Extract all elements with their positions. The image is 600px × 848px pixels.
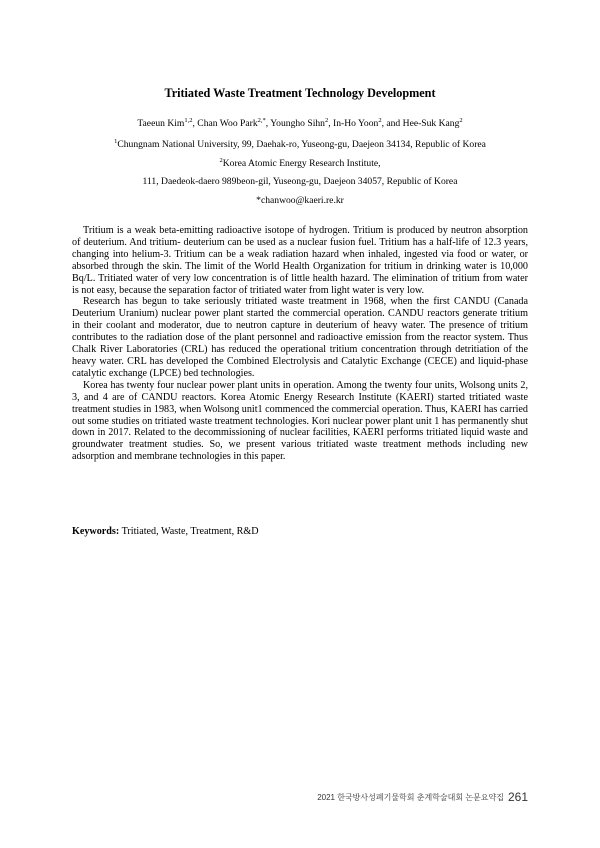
page-number: 261 xyxy=(507,790,528,804)
keywords-text: Tritiated, Waste, Treatment, R&D xyxy=(119,526,259,537)
affiliation-2-address: 111, Daedeok-daero 989beon-gil, Yuseong-gu, Daejeon 34057, Republic of Korea xyxy=(142,176,458,187)
affiliation-1: $^1$Chungnam National University, 99, Daehak-ro, Yuseong-gu, Daejeon 34134, Republic of Korea xyxy=(114,138,486,150)
abstract-paragraph: Korea has twenty four nuclear power plant units in operation. Among the twenty four units, Wolsong units 2, 3, and 4 are of CANDU reactors. Korea Atomic Energy Research Institute (KAERI) started tritiated waste treatment studies in 1983, when Wolsong unit1 commenced the commercial operation. Thus, KAERI has carried out some studies on tritiated waste treatment technologies. Kori nuclear power plant unit 1 has permanently shut down in 2017. Related to the decommissioning of nuclear facilities, KAERI performs tritiated liquid waste and groundwater treatment studies. So, we present various tritiated waste treatment methods including new adsorption and membrane technologies in this paper. xyxy=(72,379,528,463)
author: Youngho Sihn$^2$, xyxy=(270,117,334,129)
author: Taeeun Kim$^{1,2}$, xyxy=(137,117,198,129)
affiliation-2: $^2$Korea Atomic Energy Research Institute, xyxy=(219,157,381,169)
paper-title: Tritiated Waste Treatment Technology Development xyxy=(164,86,436,100)
author-list xyxy=(0,118,600,129)
abstract-body xyxy=(72,225,528,463)
author: Chan Woo Park$^{2,*}$, xyxy=(197,117,271,129)
author: In-Ho Yoon$^2$, and xyxy=(333,117,403,129)
author: Hee-Suk Kang$^2$ xyxy=(402,117,463,129)
corresponding-email: *chanwoo@kaeri.re.kr xyxy=(256,195,344,206)
keywords xyxy=(72,526,528,537)
abstract-paragraph: Tritium is a weak beta-emitting radioactive isotope of hydrogen. Tritium is produced by neutron absorption of deuterium. And tritium- deuterium can be used as a nuclear fusion fuel. Tritium has a half-life of 12.3 years, changing into helium-3. Tritium can be a weak radiation hazard when inhaled, ingested via food or water, or absorbed through the skin. The limit of the World Health Organization for tritium in drinking water is 10,000 Bq/L. Tritiated water of very low concentration is of little health hazard. The elimination of tritium from water is not easy, because the separation factor of tritiated water from light water is very low. xyxy=(72,225,528,296)
keywords-label: Keywords: xyxy=(72,526,120,537)
footer-proceedings-title: 2021 한국방사성폐기물학회 춘계학술대회 논문요약집 xyxy=(317,793,504,802)
page-footer xyxy=(317,790,528,804)
abstract-paragraph: Research has begun to take seriously tritiated waste treatment in 1968, when the first CANDU (Canada Deuterium Uranium) nuclear power plant started the commercial operation. CANDU reactors generate tritium in their coolant and moderator, due to neutron capture in deuterium of heavy water. The presence of tritium contributes to the radiation dose of the plant personnel and radioactive emission from the reactor system. Thus Chalk River Laboratories (CRL) has reduced the operational tritium concentration through detritiation of the heavy water. CRL has developed the Combined Electrolysis and Catalytic Exchange (CECE) and liquid-phase catalytic exchange (LPCE) bed technologies. xyxy=(72,296,528,379)
